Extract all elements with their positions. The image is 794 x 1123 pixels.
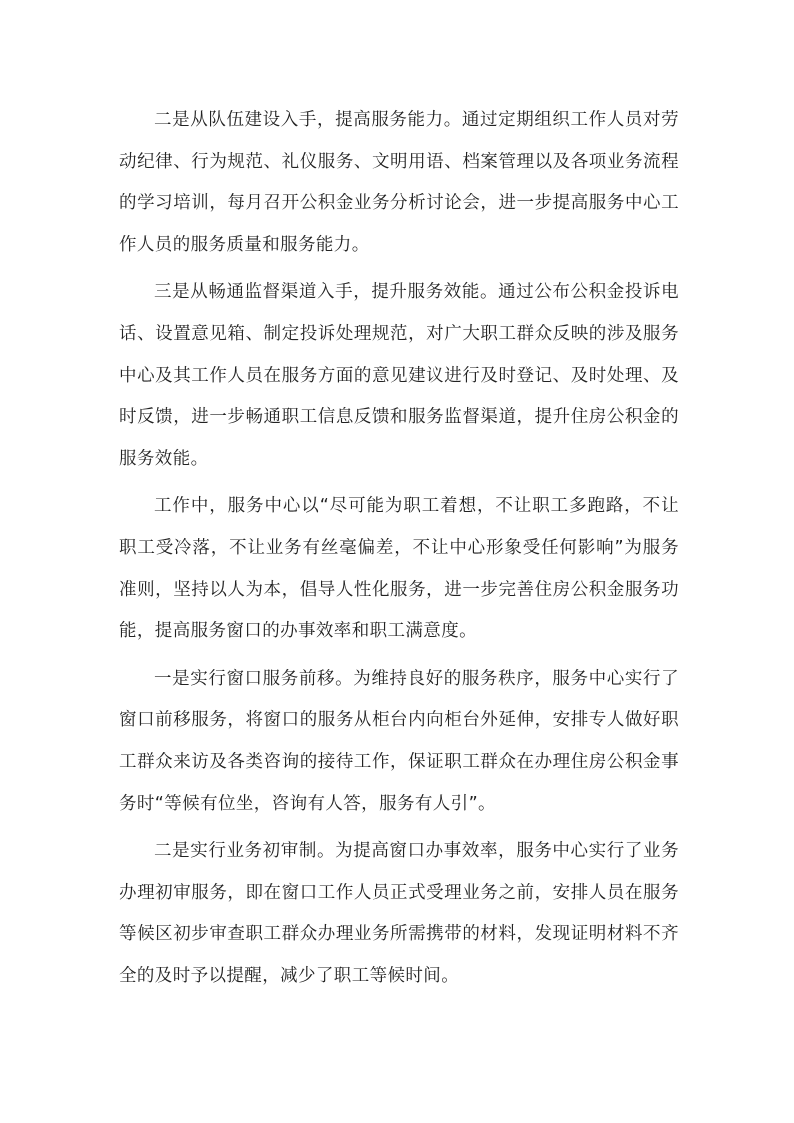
document-body xyxy=(119,100,679,1003)
paragraph-service-principles: 工作中，服务中心以“尽可能为职工着想，不让职工多跑路，不让职工受冷落，不让业务有丝毫偏差，不让中心形象受任何影响”为服务准则，坚持以人为本，倡导人性化服务，进一步完善住房公积金服务功能，提高服务窗口的办事效率和职工满意度。 xyxy=(119,496,679,642)
paragraph-supervision-channels: 三是从畅通监督渠道入手，提升服务效能。通过公布公积金投诉电话、设置意见箱、制定投诉处理规范，对广大职工群众反映的涉及服务中心及其工作人员在服务方面的意见建议进行及时登记、及时处理、及时反馈，进一步畅通职工信息反馈和服务监督渠道，提升住房公积金的服务效能。 xyxy=(119,282,679,469)
paragraph-window-service-forward: 一是实行窗口服务前移。为维持良好的服务秩序，服务中心实行了窗口前移服务，将窗口的服务从柜台内向柜台外延伸，安排专人做好职工群众来访及各类咨询的接待工作，保证职工群众在办理住房公积金事务时“等候有位坐，咨询有人答，服务有人引”。 xyxy=(119,668,679,814)
paragraph-team-building: 二是从队伍建设入手，提高服务能力。通过定期组织工作人员对劳动纪律、行为规范、礼仪服务、文明用语、档案管理以及各项业务流程的学习培训，每月召开公积金业务分析讨论会，进一步提高服务中心工作人员的服务质量和服务能力。 xyxy=(119,110,679,255)
paragraph-preliminary-review: 二是实行业务初审制。为提高窗口办事效率，服务中心实行了业务办理初审服务，即在窗口工作人员正式受理业务之前，安排人员在服务等候区初步审查职工群众办理业务所需携带的材料，发现证明材料不齐全的及时予以提醒，减少了职工等候时间。 xyxy=(119,841,679,986)
